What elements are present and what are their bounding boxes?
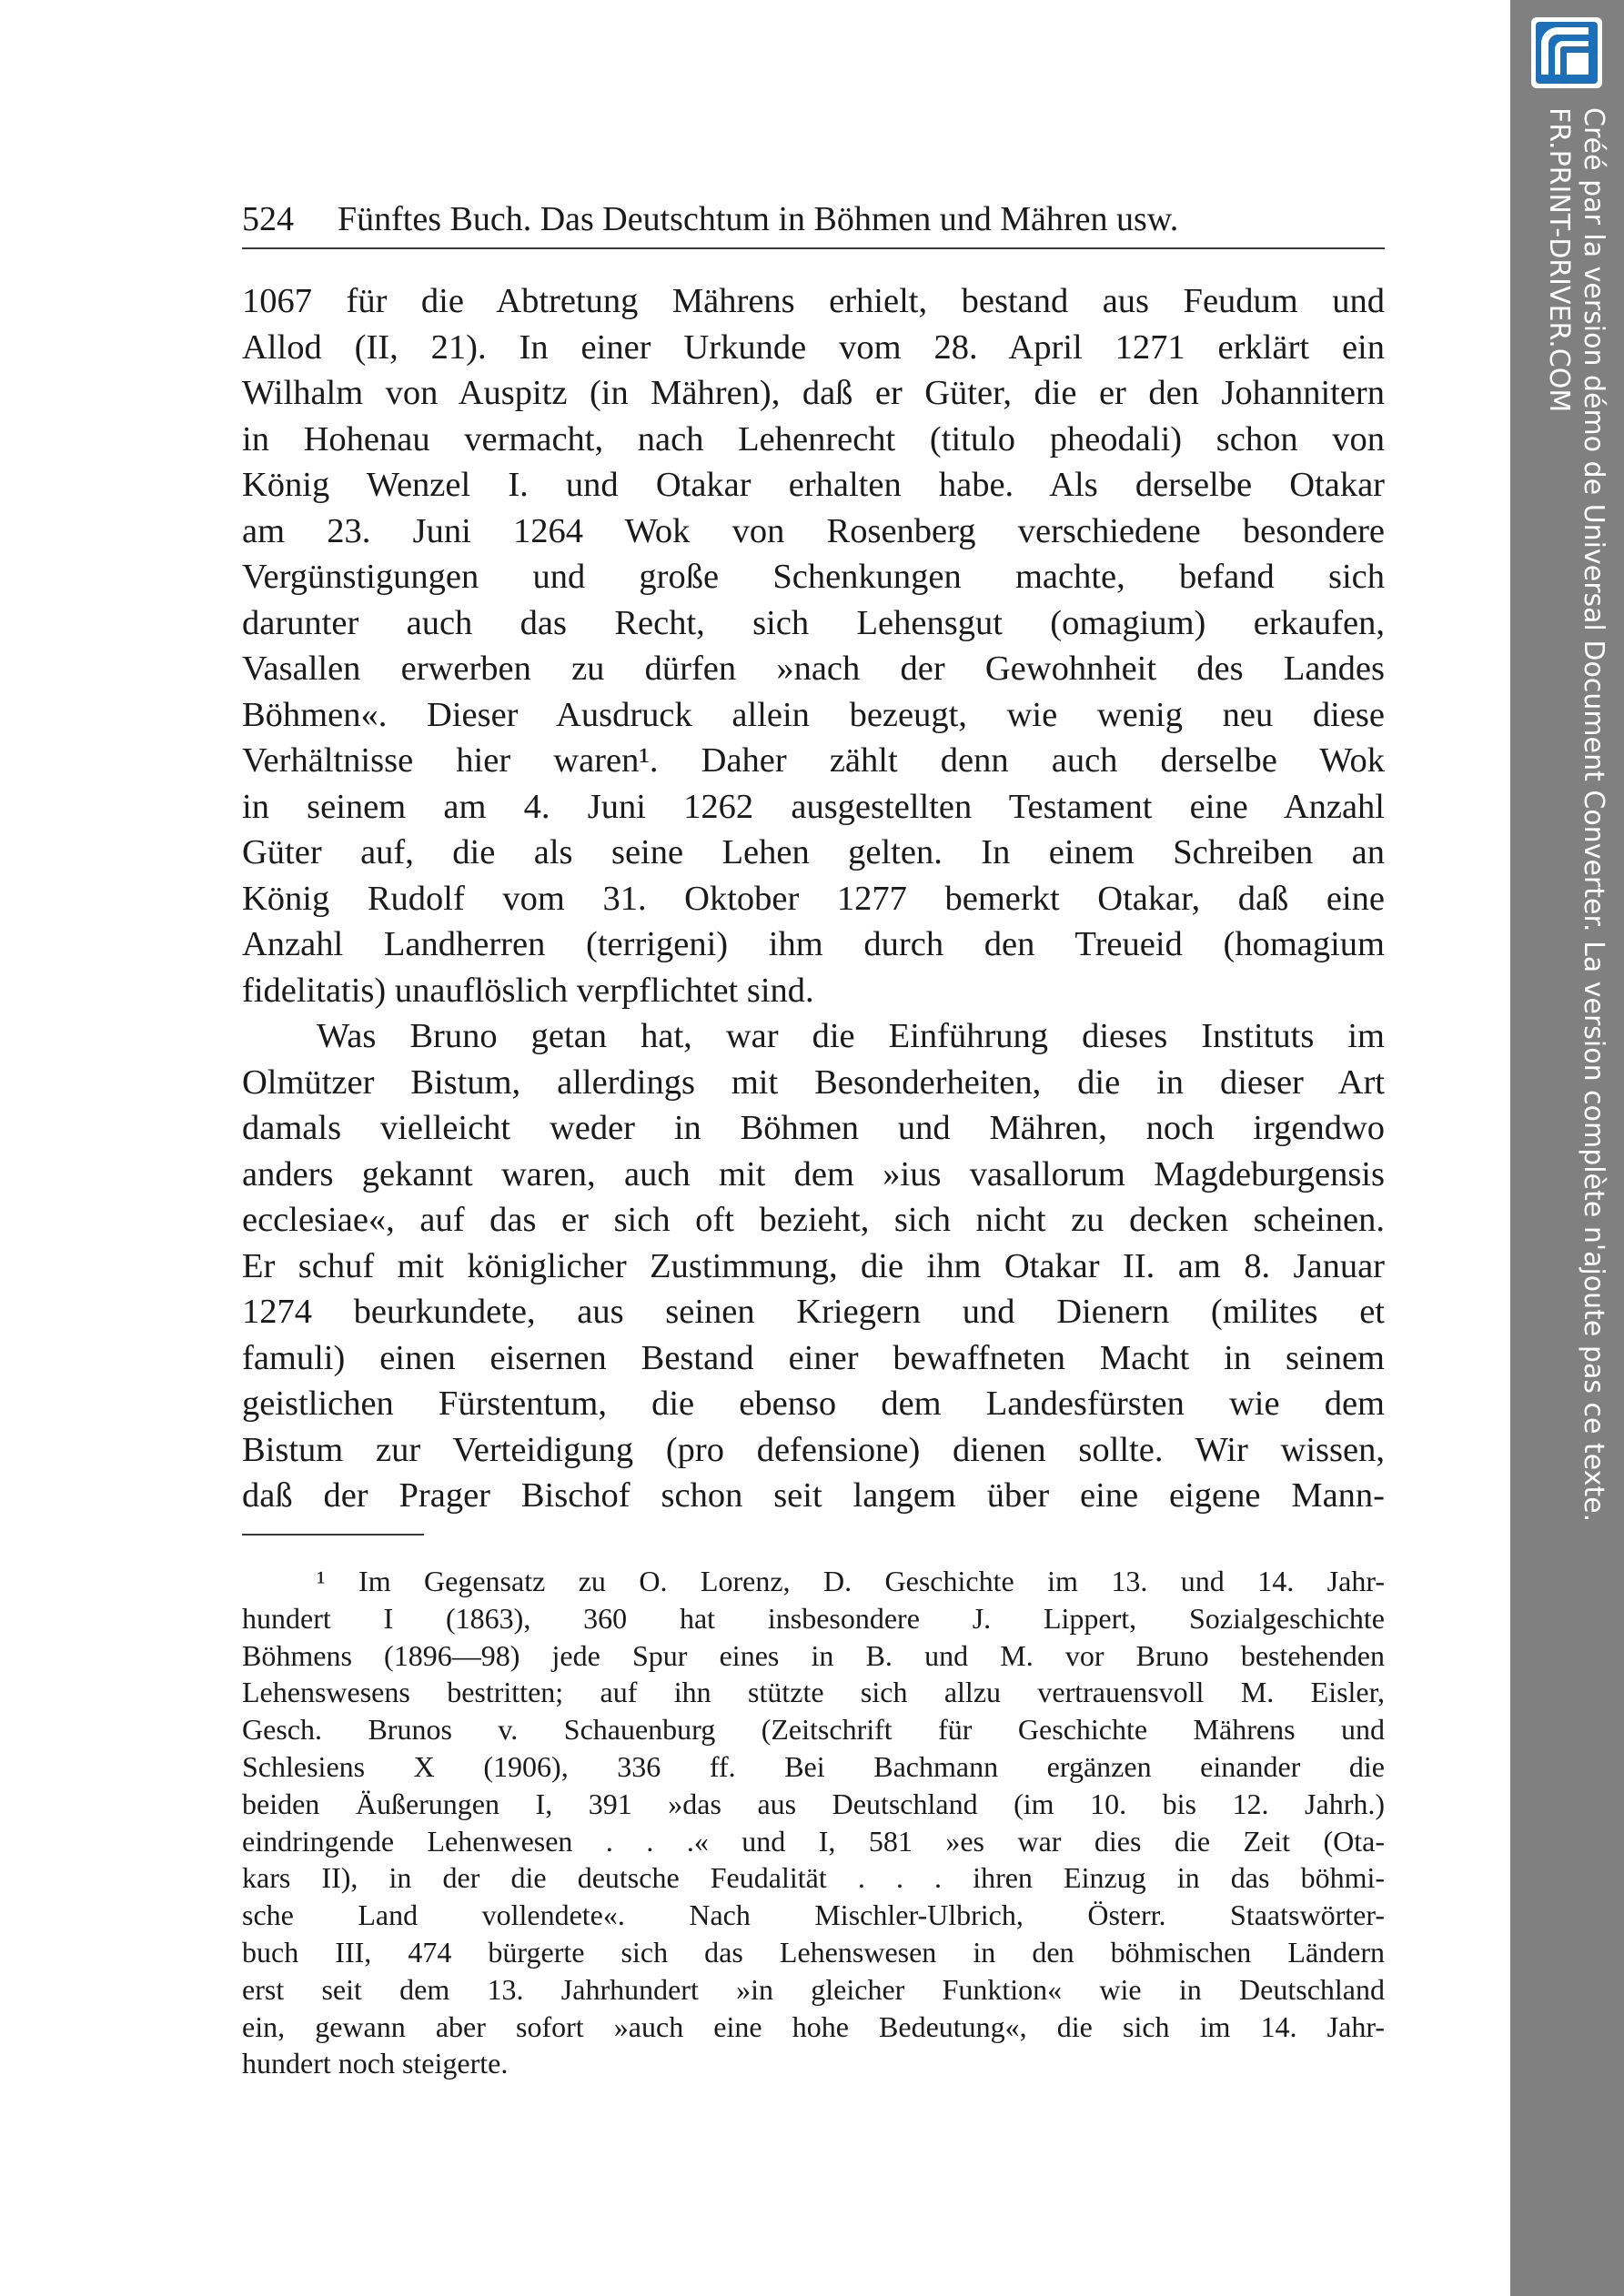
body-line: Was Bruno getan hat, war die Einführung dieses Instituts im [317,1017,1385,1055]
body-line: in Hohenau vermacht, nach Lehenrecht (titulo pheodali) schon von [242,419,1385,458]
body-line: Böhmen«. Dieser Ausdruck allein bezeugt, wie wenig neu diese [242,695,1385,734]
footnote-line: Lehenswesens bestritten; auf ihn stützte sich allzu vertrauensvoll M. Eisler, [242,1676,1385,1709]
footnote-line: ¹ Im Gegensatz zu O. Lorenz, D. Geschichte im 13. und 14. Jahr- [317,1565,1385,1597]
page-number: 524 [242,200,294,238]
body-line: ecclesiae«, auf das er sich oft bezieht, sich nicht zu decken scheinen. [242,1201,1385,1239]
footnote-line: sche Land vollendete«. Nach Mischler-Ulbrich, Österr. Staatswörter- [242,1898,1385,1932]
body-line: darunter auch das Recht, sich Lehensgut (omagium) erkaufen, [242,603,1385,642]
body-line: Vasallen erwerben zu dürfen »nach der Gewohnheit des Landes [242,650,1385,688]
footnote-line: beiden Äußerungen I, 391 »das aus Deutschland (im 10. bis 12. Jahrh.) [242,1787,1385,1820]
footnote-line: hundert noch steigerte. [242,2047,509,2080]
watermark-bar [1510,0,1624,2296]
body-line: Olmützer Bistum, allerdings mit Besonderheiten, die in dieser Art [242,1062,1385,1102]
body-line: Allod (II, 21). In einer Urkunde vom 28. April 1271 erklärt ein [242,327,1385,367]
footnote-line: Böhmens (1896—98) jede Spur eines in B. und M. vor Bruno bestehenden [242,1638,1385,1672]
converter-logo-icon [1530,16,1603,89]
body-line: Güter auf, die als seine Lehen gelten. In einem Schreiben an [242,833,1385,871]
body-line: 1274 beurkundete, aus seinen Kriegern und Dienern (milites et [242,1293,1385,1331]
body-line: Anzahl Landherren (terrigeni) ihm durch den Treueid (homagium [242,925,1385,963]
watermark-text [1510,107,1610,1545]
body-line: in seinem am 4. Juni 1262 ausgestellten Testament eine Anzahl [242,787,1385,826]
body-line: König Rudolf vom 31. Oktober 1277 bemerkt Otakar, daß eine [242,879,1385,918]
footnote-line: ein, gewann aber sofort »auch eine hohe Bedeutung«, die sich im 14. Jahr- [242,2009,1385,2043]
watermark-line-2: FR.PRINT-DRIVER.COM [1543,107,1575,413]
footnotes [242,1563,1385,2082]
footnote-line: Gesch. Brunos v. Schauenburg (Zeitschrift für Geschichte Mährens und [242,1713,1385,1747]
body-text [242,278,1385,1519]
body-line: König Wenzel I. und Otakar erhalten habe. Als derselbe Otakar [242,466,1385,504]
footnote-line: eindringende Lehenwesen . . .« und I, 581 »es war dies die Zeit (Ota- [242,1824,1385,1858]
header-rule [242,247,1385,249]
body-line: geistlichen Fürstentum, die ebenso dem Landesfürsten wie dem [242,1385,1385,1423]
body-line: 1067 für die Abtretung Mährens erhielt, bestand aus Feudum und [242,282,1385,320]
body-line: daß der Prager Bischof schon seit langem über eine eigene Mann- [242,1476,1385,1515]
running-header [242,195,1385,244]
footnote-line: Schlesiens X (1906), 336 ff. Bei Bachmann ergänzen einander die [242,1749,1385,1783]
body-line: Er schuf mit königlicher Zustimmung, die ihm Otakar II. am 8. Januar [242,1246,1385,1285]
footnote-line: hundert I (1863), 360 hat insbesondere J. Lippert, Sozialgeschichte [242,1601,1385,1635]
body-line: damals vielleicht weder in Böhmen und Mähren, noch irgendwo [242,1109,1385,1147]
body-line: Vergünstigungen und große Schenkungen machte, befand sich [242,558,1385,596]
watermark-line-1: Créé par la version démo de Universal Document Converter. La version complète n'ajoute pas ce texte. [1578,107,1609,1523]
body-line: Wilhalm von Auspitz (in Mähren), daß er Güter, die er den Johannitern [242,374,1385,412]
body-line: anders gekannt waren, auch mit dem »ius vasallorum Magdeburgensis [242,1154,1385,1193]
body-line: fidelitatis) unauflöslich verpflichtet sind. [242,971,814,1010]
footnote-line: erst seit dem 13. Jahrhundert »in gleicher Funktion« wie in Deutschland [242,1972,1385,2006]
running-title: Fünftes Buch. Das Deutschtum in Böhmen und Mähren usw. [338,200,1179,238]
body-line: am 23. Juni 1264 Wok von Rosenberg verschiedene besondere [242,511,1385,550]
body-line: Verhältnisse hier waren¹. Daher zählt denn auch derselbe Wok [242,741,1385,780]
body-line: famuli) einen eisernen Bestand einer bewaffneten Macht in seinem [242,1338,1385,1377]
body-line: Bistum zur Verteidigung (pro defensione) dienen sollte. Wir wissen, [242,1430,1385,1469]
footnote-line: buch III, 474 bürgerte sich das Lehenswesen in den böhmischen Ländern [242,1935,1385,1969]
footnote-line: kars II), in der die deutsche Feudalität . . . ihren Einzug in das böhmi- [242,1861,1385,1895]
footnote-rule [242,1534,424,1536]
